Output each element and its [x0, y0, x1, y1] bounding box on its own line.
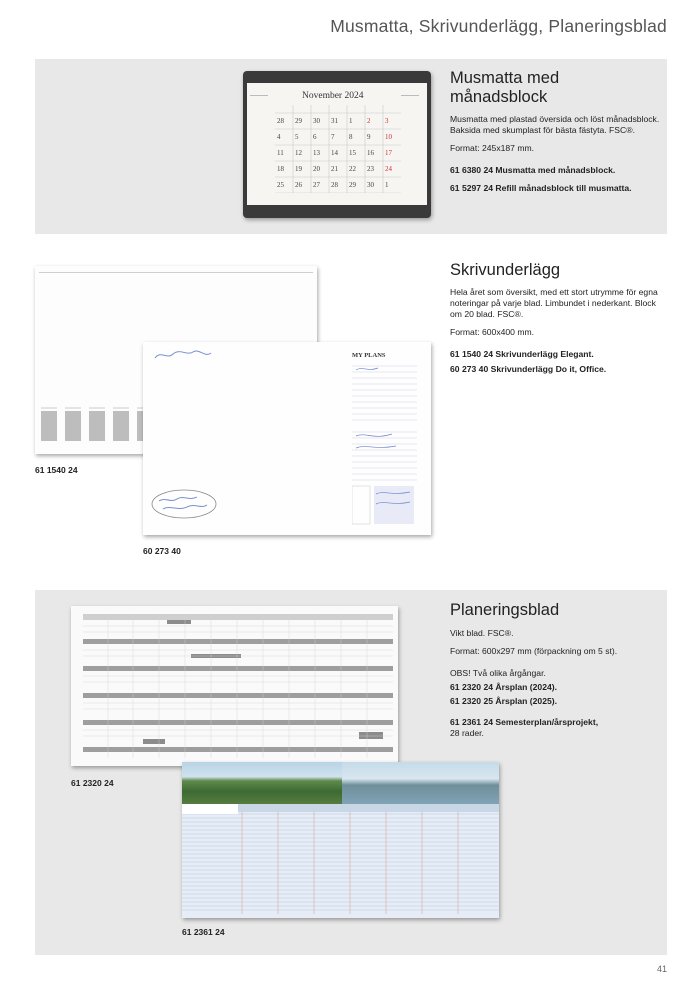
svg-text:24: 24 — [385, 165, 392, 173]
svg-text:7: 7 — [331, 133, 335, 141]
svg-text:17: 17 — [385, 149, 392, 157]
svg-text:23: 23 — [367, 165, 374, 173]
svg-text:1: 1 — [349, 117, 353, 125]
planner-lake-photo — [342, 762, 499, 804]
svg-text:1: 1 — [385, 181, 389, 189]
section3-notice: OBS! Två olika årgångar. — [450, 668, 546, 678]
section2-description: Hela året som översikt, med ett stort utrymme för egna noteringar på varje blad. Limbundet i nederkant. Block om 20 blad. FSC®. — [450, 287, 658, 319]
calendar-month-title: November 2024 — [302, 91, 364, 101]
svg-text:16: 16 — [367, 149, 374, 157]
svg-text:5: 5 — [295, 133, 299, 141]
section2-product-2: 60 273 40 Skrivunderlägg Do it, Office. — [450, 364, 607, 374]
svg-text:19: 19 — [295, 165, 302, 173]
svg-text:20: 20 — [313, 165, 320, 173]
section3-product-3-rows: 28 rader. — [450, 728, 484, 738]
mousepad-calendar-sheet — [247, 83, 427, 205]
section3-line1: Vikt blad. FSC®. — [450, 628, 514, 638]
page-number: 41 — [656, 964, 667, 974]
svg-text:22: 22 — [349, 165, 356, 173]
section2-format: Format: 600x400 mm. — [450, 327, 535, 337]
svg-text:25: 25 — [277, 181, 284, 189]
deskpad-2-code: 60 273 40 — [143, 546, 181, 556]
my-plans-column — [352, 352, 417, 528]
section1-product-1: 61 6380 24 Musmatta med månadsblock. — [450, 165, 616, 175]
svg-text:10: 10 — [385, 133, 392, 141]
planner-2-code: 61 2361 24 — [182, 927, 225, 937]
planner-1-code: 61 2320 24 — [71, 778, 114, 788]
svg-text:14: 14 — [331, 149, 338, 157]
my-plans-lines — [352, 360, 417, 526]
section1-format: Format: 245x187 mm. — [450, 143, 535, 153]
year-planner-image — [71, 606, 398, 766]
my-plans-heading: MY PLANS — [352, 352, 386, 359]
svg-text:18: 18 — [277, 165, 284, 173]
svg-text:27: 27 — [313, 181, 320, 189]
section1-title: Musmatta med månadsblock — [450, 69, 560, 106]
svg-text:8: 8 — [349, 133, 353, 141]
section1-description: Musmatta med plastad översida och löst månadsblock. Baksida med skumplast för bästa fästyta. FSC®. — [450, 114, 660, 135]
section3-product-3: 61 2361 24 Semesterplan/årsprojekt, — [450, 717, 599, 727]
page-title: Musmatta, Skrivunderlägg, Planeringsblad — [330, 16, 667, 36]
svg-text:13: 13 — [313, 149, 320, 157]
svg-text:26: 26 — [295, 181, 302, 189]
section1-product-2: 61 5297 24 Refill månadsblock till musmatta. — [450, 183, 632, 193]
deskpad-1-code: 61 1540 24 — [35, 465, 78, 475]
calendar-grid — [275, 105, 401, 193]
svg-text:15: 15 — [349, 149, 356, 157]
section3-product-1: 61 2320 24 Årsplan (2024). — [450, 682, 558, 692]
svg-text:6: 6 — [313, 133, 317, 141]
svg-text:28: 28 — [277, 117, 284, 125]
svg-text:2: 2 — [367, 117, 371, 125]
semester-planner-grid — [182, 804, 499, 918]
section3-product-2: 61 2320 25 Årsplan (2025). — [450, 696, 558, 706]
svg-text:30: 30 — [313, 117, 320, 125]
deskpad-doit-image — [143, 342, 431, 535]
section3-format: Format: 600x297 mm (förpackning om 5 st). — [450, 646, 618, 656]
year-planner-grid — [71, 606, 398, 766]
svg-text:31: 31 — [331, 117, 338, 125]
svg-text:30: 30 — [367, 181, 374, 189]
svg-text:3: 3 — [385, 117, 389, 125]
handwritten-oval-note — [149, 487, 219, 521]
svg-text:29: 29 — [349, 181, 356, 189]
svg-text:9: 9 — [367, 133, 371, 141]
svg-text:21: 21 — [331, 165, 338, 173]
handwritten-note-top — [153, 348, 213, 362]
svg-text:28: 28 — [331, 181, 338, 189]
svg-text:12: 12 — [295, 149, 302, 157]
semester-planner-image — [182, 762, 499, 918]
mini-calendar-left — [250, 95, 268, 116]
section3-title: Planeringsblad — [450, 601, 560, 619]
svg-text:11: 11 — [277, 149, 284, 157]
section2-product-1: 61 1540 24 Skrivunderlägg Elegant. — [450, 349, 594, 359]
svg-text:4: 4 — [277, 133, 281, 141]
svg-text:29: 29 — [295, 117, 302, 125]
mini-calendar-right — [401, 95, 419, 116]
section2-title: Skrivunderlägg — [450, 261, 561, 279]
mousepad-image — [243, 71, 431, 218]
